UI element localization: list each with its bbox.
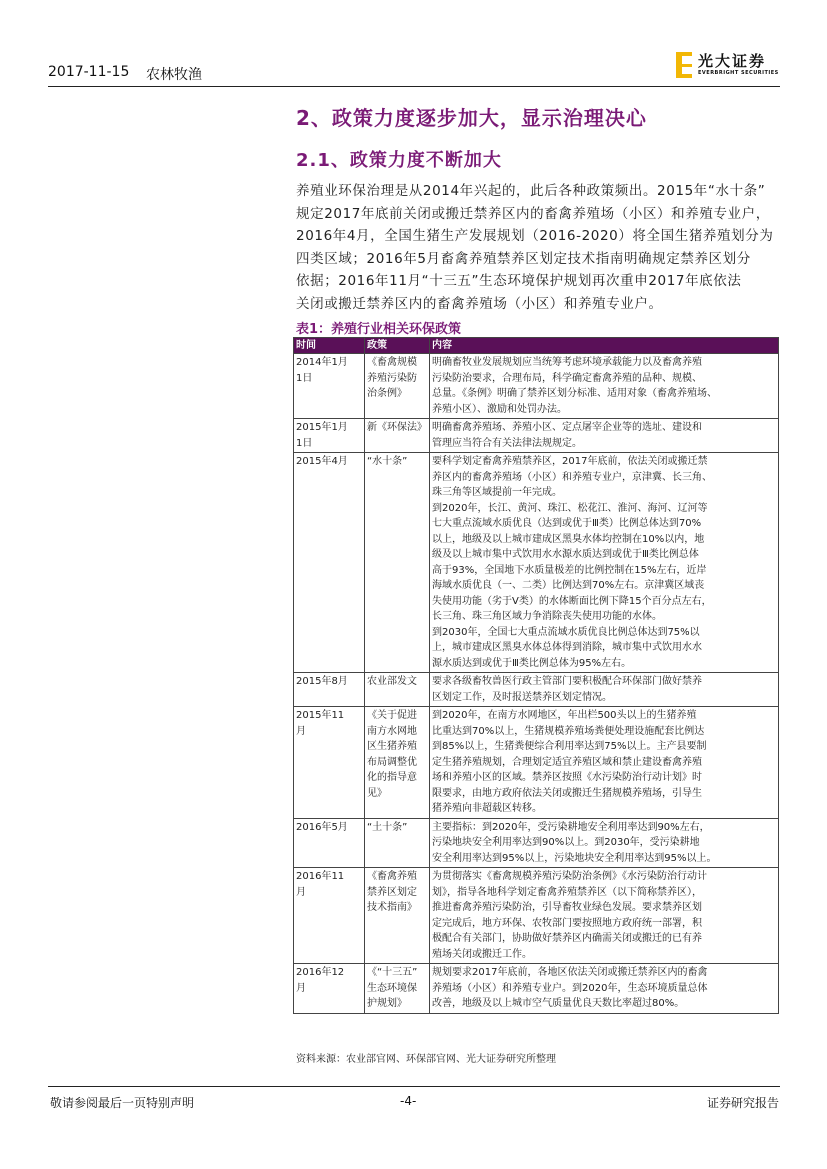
cell-line: 2014年1月 [296,357,348,368]
column-header-content: 内容 [430,338,779,354]
cell-line: 技术指南》 [367,902,417,913]
table-row [294,419,779,453]
policy-time-cell [294,673,365,707]
table-header-row [294,338,779,354]
cell-line: 生态环境保 [367,982,417,994]
policy-time-cell [294,707,365,819]
cell-line: 区划定工作，及时报送禁养区划定情况。 [432,691,612,703]
subsection-heading: 2.1、政策力度不断加大 [296,150,502,171]
page-number: -4- [400,1094,417,1108]
report-date: 2017-11-15 [48,64,130,80]
cell-line: 推进畜禽养殖污染防治，引导畜牧业绿色发展。要求禁养区划 [432,902,702,913]
cell-line: 要科学划定畜禽养殖禁养区，2017年底前，依法关闭或搬迁禁 [432,456,708,467]
cell-line: 猪养殖向非超载区转移。 [432,803,542,814]
table-row [294,964,779,1014]
cell-line: 高于93%，全国地下水质量极差的比例控制在15%左右，近岸 [432,564,707,576]
cell-line: 极配合有关部门，协助做好禁养区内确需关闭或搬迁的已有养 [432,933,702,944]
policy-content-cell [430,419,779,453]
cell-line: 海域水质优良（一、二类）比例达到70%左右。京津冀区域丧 [432,580,705,591]
cell-line: 2015年4月 [296,456,348,467]
cell-line: 农业部发文 [367,676,417,687]
cell-line: 治条例》 [367,388,407,399]
cell-line: 《关于促进 [367,710,417,721]
cell-line: 2015年1月 [296,422,348,433]
cell-line: 明确畜禽养殖场、养殖小区、定点屠宰企业等的选址、建设和 [432,422,702,433]
cell-line: 到2020年，在南方水网地区，年出栏500头以上的生猪养殖 [432,710,697,721]
cell-line: 管理应当符合有关法律法规规定。 [432,437,582,449]
body-paragraph [296,180,779,315]
policy-table [293,337,779,1014]
policy-time-cell [294,818,365,868]
cell-line: 到2020年，长江、黄河、珠江、松花江、淮河、海河、辽河等 [432,502,708,514]
cell-line: 限要求，由地方政府依法关闭或搬迁生猪规模养殖场，引导生 [432,787,702,799]
cell-line: 七大重点流域水质优良（达到或优于Ⅲ类）比例总体达到70% [432,518,702,529]
cell-line: 到85%以上，生猪粪便综合利用率达到75%以上。主产县要制 [432,741,707,752]
cell-line: 场和养殖小区的区域。禁养区按照《水污染防治行动计划》时 [432,772,702,783]
cell-line: 定生猪养殖规划，合理划定适宜养殖区域和禁止建设畜禽养殖 [432,756,702,768]
cell-line: 为贯彻落实《畜禽规模养殖污染防治条例》《水污染防治行动计 [432,871,707,882]
cell-line: 护规划》 [367,998,407,1009]
paragraph-line: 规定2017年底前关闭或搬迁禁养区内的畜禽养殖场（小区）和养殖专业户， [296,205,770,222]
paragraph-line: 依据；2016年11月“十三五”生态环境保护规划再次重申2017年底依法 [296,273,742,289]
cell-line: 养殖场（小区）和养殖专业户。到2020年，生态环境质量总体 [432,982,708,994]
cell-line: “土十条” [367,821,408,833]
cell-line: 《畜禽规模 [367,357,417,368]
table-row [294,673,779,707]
cell-line: 2016年11 [296,871,345,882]
policy-time-cell [294,354,365,419]
policy-time-cell [294,419,365,453]
report-type: 证券研究报告 [706,1096,779,1110]
cell-line: 比重达到70%以上，生猪规模养殖场粪便处理设施配套比例达 [432,725,705,737]
logo-mark-icon [676,52,692,78]
cell-line: 2015年11 [296,710,345,721]
policy-name-cell [365,707,430,819]
table-row [294,707,779,819]
table-row [294,868,779,964]
column-header-time: 时间 [294,338,365,354]
cell-line: 总量。《条例》明确了禁养区划分标准、适用对象（畜禽养殖场、 [432,388,717,399]
cell-line: 养殖小区）、激励和处罚办法。 [432,403,567,415]
policy-name-cell [365,673,430,707]
policy-content-cell [430,453,779,673]
cell-line: 到2030年，全国七大重点流域水质优良比例总体达到75%以 [432,626,700,638]
page-header [48,52,780,88]
policy-content-cell [430,964,779,1014]
cell-line: 《畜禽养殖 [367,871,417,882]
section-heading: 2、政策力度逐步加大，显示治理决心 [296,106,647,130]
cell-line: 《“十三五” [367,967,418,978]
report-category: 农林牧渔 [146,67,202,83]
cell-line: 污染防治要求，合理布局，科学确定畜禽养殖的品种、规模、 [432,372,702,384]
cell-line: 2015年8月 [296,676,348,687]
cell-line: 化的指导意 [367,772,417,783]
cell-line: 珠三角等区域提前一年完成。 [432,487,562,498]
cell-line: 1日 [296,437,313,449]
policy-time-cell [294,868,365,964]
policy-name-cell [365,453,430,673]
cell-line: 见》 [367,787,387,799]
policy-content-cell [430,707,779,819]
policy-content-cell [430,354,779,419]
cell-line: 月 [296,982,306,994]
policy-time-cell [294,964,365,1014]
cell-line: 上，城市建成区黑臭水体总体得到消除，城市集中式饮用水水 [432,642,702,653]
cell-line: 2016年12 [296,967,345,978]
cell-line: “水十条” [367,456,408,467]
cell-line: 月 [296,886,306,898]
cell-line: 源水质达到或优于Ⅲ类比例总体为95%左右。 [432,657,632,669]
cell-line: 污染地块安全利用率达到90%以上。到2030年，受污染耕地 [432,837,700,848]
cell-line: 布局调整优 [367,756,417,768]
cell-line: 划》，指导各地科学划定畜禽养殖禁养区（以下简称禁养区）， [432,886,702,898]
cell-line: 失使用功能（劣于V类）的水体断面比例下降15个百分点左右， [432,595,712,607]
policy-time-cell [294,453,365,673]
source-note: 资料来源：农业部官网、环保部官网、光大证券研究所整理 [296,1054,556,1065]
policy-content-cell [430,818,779,868]
company-logo [676,50,780,80]
cell-line: 南方水网地 [367,725,417,737]
cell-line: 禁养区划定 [367,886,417,898]
policy-name-cell [365,419,430,453]
logo-text-cn: 光大证券 [698,52,767,70]
cell-line: 规划要求2017年底前，各地区依法关闭或搬迁禁养区内的畜禽 [432,967,708,978]
policy-content-cell [430,673,779,707]
table-row [294,818,779,868]
footer-divider [48,1086,780,1087]
cell-line: 明确畜牧业发展规划应当统筹考虑环境承载能力以及畜禽养殖 [432,357,702,368]
cell-line: 主要指标：到2020年，受污染耕地安全利用率达到90%左右， [432,821,710,833]
policy-name-cell [365,868,430,964]
paragraph-line: 2016年4月，全国生猪生产发展规划（2016-2020）将全国生猪养殖划分为 [296,228,774,244]
cell-line: 级及以上城市集中式饮用水水源水质达到或优于Ⅲ类比例总体 [432,549,699,560]
table-title: 表1：养殖行业相关环保政策 [296,322,462,337]
cell-line: 改善，地级及以上城市空气质量优良天数比率超过80%。 [432,998,685,1009]
paragraph-line: 关闭或搬迁禁养区内的畜禽养殖场（小区）和养殖专业户。 [296,295,663,312]
cell-line: 长三角、珠三角区域力争消除丧失使用功能的水体。 [432,611,662,622]
table-row [294,453,779,673]
cell-line: 定完成后，地方环保、农牧部门要按照地方政府统一部署，积 [432,917,702,929]
policy-name-cell [365,354,430,419]
policy-name-cell [365,964,430,1014]
table-row [294,354,779,419]
cell-line: 以上，地级及以上城市建成区黑臭水体均控制在10%以内，地 [432,533,705,545]
header-divider [48,86,780,87]
paragraph-line: 养殖业环保治理是从2014年兴起的，此后各种政策频出。2015年“水十条” [296,183,766,199]
policy-content-cell [430,868,779,964]
logo-text-en: EVERBRIGHT SECURITIES [698,70,779,76]
cell-line: 1日 [296,372,313,384]
cell-line: 新《环保法》 [367,422,427,433]
policy-name-cell [365,818,430,868]
cell-line: 月 [296,725,306,737]
paragraph-line: 四类区域；2016年5月畜禽养殖禁养区划定技术指南明确规定禁养区划分 [296,250,751,267]
column-header-policy: 政策 [365,338,430,354]
cell-line: 区生猪养殖 [367,741,417,752]
cell-line: 养区内的畜禽养殖场（小区）和养殖专业户，京津冀、长三角、 [432,471,712,483]
cell-line: 安全利用率达到95%以上，污染地块安全利用率达到95%以上。 [432,852,717,864]
cell-line: 2016年5月 [296,821,348,833]
cell-line: 养殖污染防 [367,372,417,384]
cell-line: 殖场关闭或搬迁工作。 [432,948,532,960]
disclaimer-note: 敬请参阅最后一页特别声明 [50,1096,195,1110]
cell-line: 要求各级畜牧兽医行政主管部门要积极配合环保部门做好禁养 [432,676,702,687]
